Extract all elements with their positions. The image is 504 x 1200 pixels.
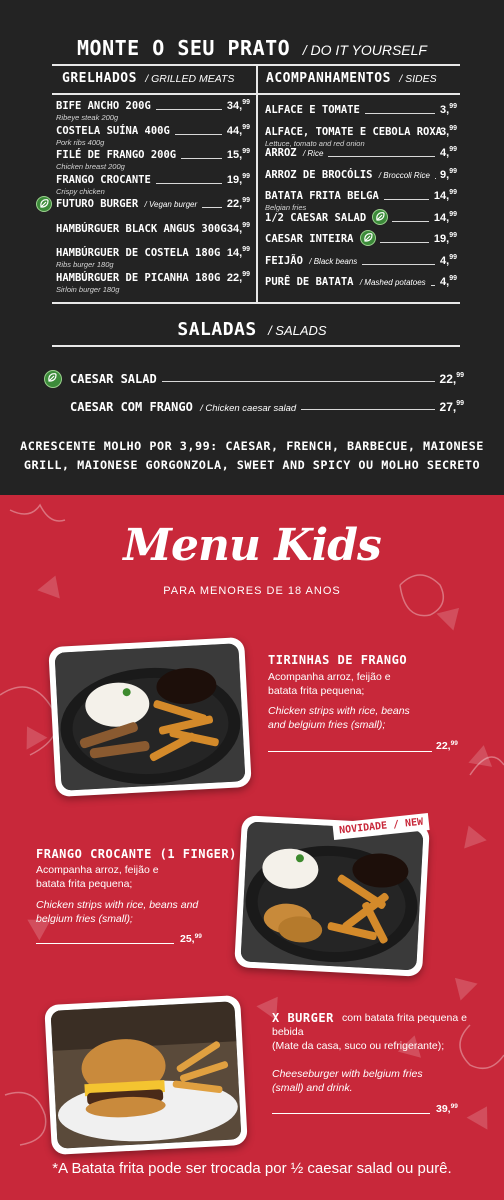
price-int: 22, xyxy=(226,198,243,210)
price-leader xyxy=(272,1113,430,1114)
price-int: 9, xyxy=(440,168,450,181)
price-leader xyxy=(181,158,222,159)
item-name-pt: HAMBÚRGUER DE PICANHA 180G xyxy=(56,271,221,284)
item-price xyxy=(227,198,250,210)
item-name xyxy=(56,149,176,161)
item-subtitle: Pork ribs 400g xyxy=(56,137,105,147)
menu-item xyxy=(56,174,250,198)
item-price xyxy=(440,147,457,159)
kids-item-price xyxy=(436,1103,458,1115)
price-cents: 99 xyxy=(449,167,457,175)
price-cents: 99 xyxy=(242,99,250,106)
kids-item-en: Chicken strips with rice, beans and belgium fries (small); xyxy=(36,899,199,925)
item-name-pt: HAMBÚRGUER BLACK ANGUS 300G xyxy=(56,222,227,235)
vegan-leaf-icon xyxy=(44,370,62,388)
item-name-pt: BATATA FRITA BELGA xyxy=(265,190,379,202)
kids-item-pt: Acompanha arroz, feijão e batata frita pequena; xyxy=(268,671,391,697)
price-leader xyxy=(156,183,222,184)
item-price xyxy=(434,190,457,202)
menu-item xyxy=(265,126,457,150)
price-int: 3, xyxy=(440,125,450,138)
menu-item xyxy=(265,104,457,128)
price-cents: 99 xyxy=(449,232,457,239)
item-price xyxy=(227,247,250,259)
item-price xyxy=(227,149,250,161)
vegan-leaf-icon xyxy=(372,209,388,225)
menu-item xyxy=(265,169,457,193)
price-int: 27, xyxy=(439,400,457,414)
item-name xyxy=(70,400,296,414)
item-price xyxy=(227,125,250,137)
item-name-pt: ALFACE E TOMATE xyxy=(265,104,360,116)
item-subtitle: Chicken breast 200g xyxy=(56,162,125,171)
price-cents: 99 xyxy=(449,124,457,132)
item-name-pt: CAESAR SALAD xyxy=(70,372,157,386)
price-leader xyxy=(202,207,222,208)
menu-item xyxy=(56,198,250,222)
item-name-pt: 1/2 CAESAR SALAD xyxy=(265,211,367,224)
divider xyxy=(52,302,460,304)
item-name-en: / Broccoli Rice xyxy=(378,170,430,180)
price-int: 15, xyxy=(226,149,243,161)
item-name xyxy=(56,125,170,137)
title-en: / DO IT YOURSELF xyxy=(302,42,427,58)
price-cents: 99 xyxy=(242,270,250,278)
kids-item-price xyxy=(180,933,202,945)
price-leader xyxy=(36,943,174,944)
saladas-title: SALADAS xyxy=(177,319,257,340)
new-badge: NOVIDADE / NEW xyxy=(332,813,430,840)
price-leader xyxy=(175,134,222,135)
item-name-pt: FUTURO BURGER xyxy=(56,198,139,210)
burger-title: X BURGER xyxy=(272,1011,334,1025)
item-name xyxy=(265,276,426,288)
item-price xyxy=(434,233,457,245)
price-int: 14, xyxy=(433,190,450,202)
menu-item xyxy=(265,147,457,171)
item-name-pt: HAMBÚRGUER DE COSTELA 180G xyxy=(56,247,221,259)
price-cents: 99 xyxy=(456,372,464,379)
item-price xyxy=(227,272,250,284)
kids-item-desc: com batata frita pequena e bebida xyxy=(272,1012,467,1038)
sauce-line: ACRESCENTE MOLHO POR 3,99: CAESAR, FRENCH, BARBECUE, MAIONESE xyxy=(20,439,484,453)
item-name xyxy=(56,198,197,210)
item-subtitle: Ribeye steak 200g xyxy=(56,113,119,122)
item-name-pt: PURÊ DE BATATA xyxy=(265,276,354,288)
price-cents: 99 xyxy=(449,103,457,110)
item-price xyxy=(440,276,457,288)
chalkboard-section xyxy=(0,0,504,495)
acompanhamentos-title-en: / SIDES xyxy=(399,73,437,85)
item-price xyxy=(440,126,457,138)
item-name-en: / Rice xyxy=(302,149,324,158)
item-name-pt: CAESAR INTEIRA xyxy=(265,233,354,245)
item-price xyxy=(440,169,457,181)
title-text: MONTE O SEU PRATO xyxy=(77,36,291,60)
item-price xyxy=(227,223,250,235)
kids-item-en: Cheeseburger with belgium fries (small) and drink. xyxy=(272,1068,423,1094)
menu-item xyxy=(56,223,250,247)
menu-item xyxy=(56,149,250,173)
divider xyxy=(52,345,460,347)
price-leader xyxy=(156,109,222,110)
price-leader xyxy=(328,156,435,157)
salad-item xyxy=(70,400,464,420)
menu-item xyxy=(265,255,457,279)
price-int: 44, xyxy=(226,124,243,137)
item-name xyxy=(56,174,151,186)
menu-item xyxy=(265,190,457,214)
price-int: 4, xyxy=(440,276,450,288)
menu-item xyxy=(56,100,250,124)
price-cents: 99 xyxy=(242,246,250,253)
item-price xyxy=(227,100,250,112)
price-int: 39, xyxy=(436,1103,451,1115)
kids-subtitle: PARA MENORES DE 18 ANOS xyxy=(163,585,341,597)
kids-item-en: Chicken strips with rice, beans and belgium fries (small); xyxy=(268,705,410,731)
price-int: 25, xyxy=(180,933,195,945)
item-subtitle: Sirloin burger 180g xyxy=(56,284,120,294)
price-int: 19, xyxy=(433,233,450,245)
item-price xyxy=(227,174,250,186)
price-cents: 99 xyxy=(449,275,457,282)
grelhados-heading xyxy=(62,71,234,86)
item-name-pt: FILÉ DE FRANGO 200G xyxy=(56,149,177,161)
price-leader xyxy=(301,409,434,410)
kids-item-pt: (Mate da casa, suco ou refrigerante); xyxy=(272,1040,445,1052)
kids-item-title: TIRINHAS DE FRANGO xyxy=(268,653,408,667)
kids-item-price xyxy=(436,740,458,752)
item-name xyxy=(265,104,360,116)
price-cents: 99 xyxy=(450,740,458,747)
kids-item-title: FRANGO CROCANTE (1 FINGER) xyxy=(36,847,237,861)
menu-item xyxy=(56,272,250,296)
item-name-pt: BIFE ANCHO 200G xyxy=(56,100,151,112)
price-leader xyxy=(362,264,435,265)
price-leader xyxy=(431,285,435,286)
page-title xyxy=(0,36,504,60)
price-cents: 99 xyxy=(242,221,250,229)
item-name xyxy=(265,255,357,267)
item-name-en: / Mashed potatoes xyxy=(359,278,426,287)
kids-item-pt: Acompanha arroz, feijão e batata frita pequena; xyxy=(36,864,159,890)
price-int: 4, xyxy=(440,147,450,159)
price-leader xyxy=(268,751,432,752)
item-name-pt: ALFACE, TOMATE E CEBOLA ROXA xyxy=(265,125,443,138)
price-int: 34, xyxy=(226,100,243,112)
salad-item xyxy=(70,372,464,392)
photo-chicken-strips xyxy=(48,637,252,797)
price-leader xyxy=(162,381,435,382)
price-cents: 99 xyxy=(242,148,250,155)
item-name xyxy=(265,233,354,245)
price-cents: 99 xyxy=(242,197,250,204)
price-cents: 99 xyxy=(242,123,250,131)
footnote: *A Batata frita pode ser trocada por ½ caesar salad ou purê. xyxy=(52,1160,452,1177)
item-name-pt: COSTELA SUÍNA 400G xyxy=(56,124,170,137)
acompanhamentos-title: ACOMPANHAMENTOS xyxy=(266,71,391,86)
price-cents: 99 xyxy=(456,400,464,407)
item-name xyxy=(265,169,430,181)
plate-illustration xyxy=(51,1001,242,1148)
price-int: 14, xyxy=(433,211,450,224)
kids-title: Menu Kids xyxy=(123,520,381,571)
item-name xyxy=(265,190,379,202)
price-cents: 99 xyxy=(194,933,202,940)
price-leader xyxy=(392,221,429,222)
item-name-en: / Vegan burger xyxy=(144,200,198,209)
price-int: 19, xyxy=(226,173,243,186)
price-int: 22, xyxy=(439,372,457,386)
price-leader xyxy=(380,242,429,243)
item-name xyxy=(265,126,442,138)
item-name-en: / Chicken caesar salad xyxy=(200,403,297,414)
price-cents: 99 xyxy=(449,253,457,261)
plate-illustration xyxy=(240,821,423,970)
item-subtitle: Lettuce, tomato and red onion xyxy=(265,138,365,148)
item-name xyxy=(56,100,151,112)
item-name xyxy=(265,147,323,159)
vegan-leaf-icon xyxy=(36,196,52,212)
photo-x-burger xyxy=(44,995,248,1155)
menu-item xyxy=(56,125,250,149)
price-cents: 99 xyxy=(449,146,457,153)
price-cents: 99 xyxy=(449,189,457,196)
price-cents: 99 xyxy=(450,1103,458,1110)
sauce-line: GRILL, MAIONESE GORGONZOLA, SWEET AND SPICY OU MOLHO SECRETO xyxy=(23,458,481,472)
price-leader xyxy=(384,199,429,200)
sauce-note xyxy=(0,437,504,475)
saladas-title-en: / SALADS xyxy=(268,323,327,338)
item-name xyxy=(56,247,220,259)
item-name-pt: ARROZ xyxy=(265,147,297,159)
item-subtitle: Crispy chicken xyxy=(56,186,105,196)
item-name-pt: FRANGO CROCANTE xyxy=(56,173,151,186)
grelhados-title-en: / GRILLED MEATS xyxy=(145,73,235,85)
price-int: 34, xyxy=(226,222,243,235)
price-int: 22, xyxy=(226,271,243,284)
plate-illustration xyxy=(55,643,246,790)
menu-item xyxy=(265,276,457,300)
item-name xyxy=(265,212,366,224)
price-int: 22, xyxy=(436,740,451,752)
item-price xyxy=(440,372,464,386)
vegan-leaf-icon xyxy=(360,230,376,246)
saladas-heading xyxy=(0,319,504,340)
menu-item xyxy=(56,247,250,271)
item-name xyxy=(70,372,157,386)
grelhados-title: GRELHADOS xyxy=(62,71,137,86)
item-price xyxy=(434,212,457,224)
item-price xyxy=(440,400,464,414)
item-subtitle: Ribs burger 180g xyxy=(56,260,114,269)
item-name-pt: FEIJÃO xyxy=(265,254,303,267)
item-price xyxy=(440,104,457,116)
price-int: 14, xyxy=(226,247,243,259)
acompanhamentos-heading xyxy=(266,71,437,86)
item-name-en: / Black beans xyxy=(309,256,358,266)
price-cents: 99 xyxy=(242,172,250,180)
item-subtitle: Belgian fries xyxy=(265,203,307,212)
photo-crispy-chicken xyxy=(234,815,430,977)
price-cents: 99 xyxy=(449,210,457,218)
price-int: 4, xyxy=(440,254,450,267)
item-name xyxy=(56,272,220,284)
item-name xyxy=(56,223,227,235)
item-price xyxy=(440,255,457,267)
price-int: 3, xyxy=(440,104,450,116)
price-leader xyxy=(365,113,435,114)
item-name-pt: ARROZ DE BROCÓLIS xyxy=(265,168,373,181)
column-divider xyxy=(256,64,258,302)
item-name-pt: CAESAR COM FRANGO xyxy=(70,400,193,414)
